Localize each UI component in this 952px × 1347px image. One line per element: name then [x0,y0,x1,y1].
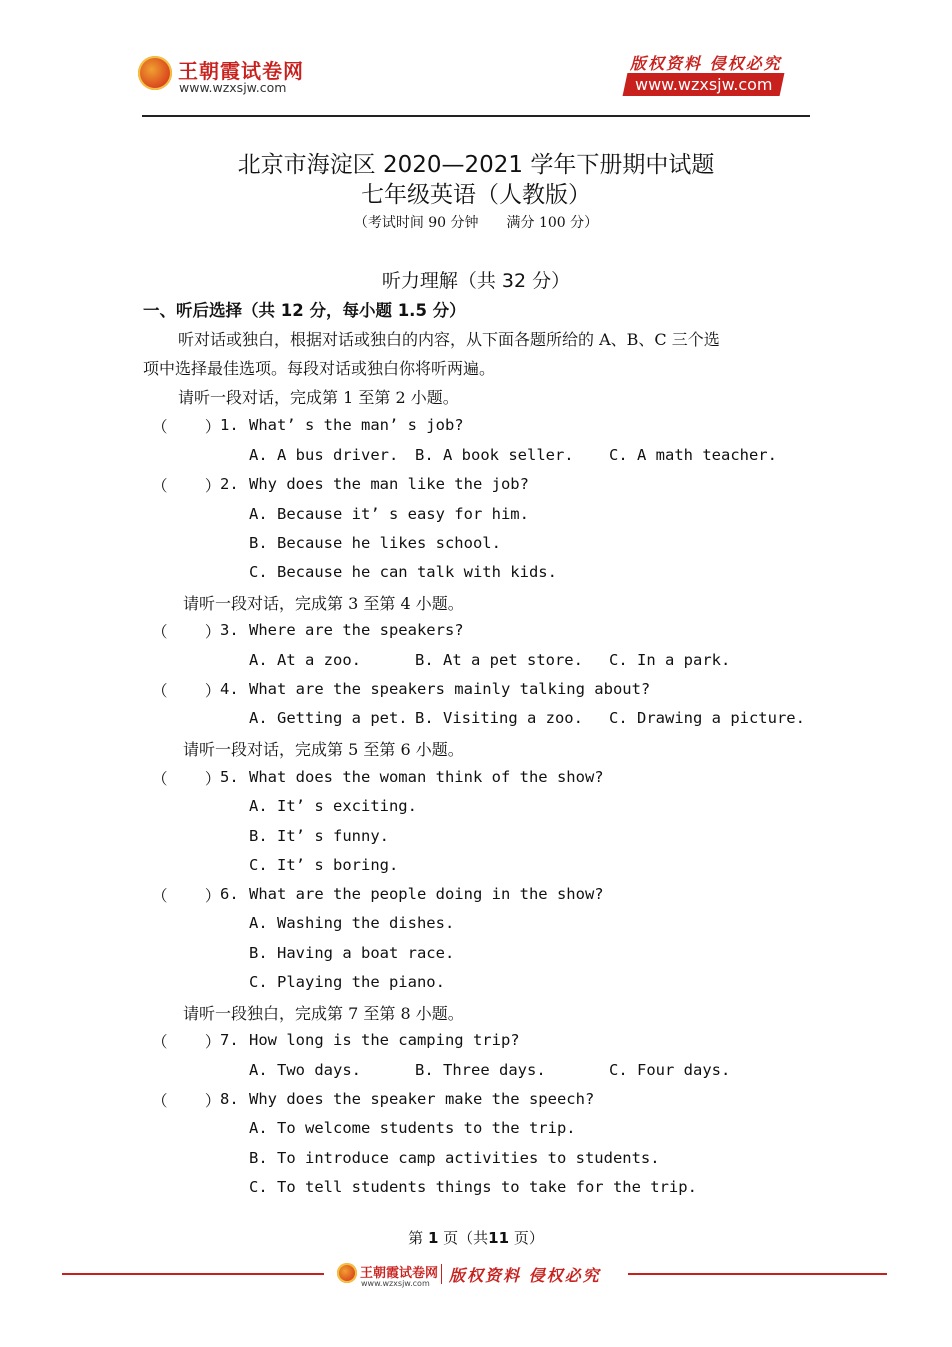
header-rights: 版权资料 侵权必究 [630,54,782,73]
group-instruction: 请听一段对话，完成第 5 至第 6 小题。 [183,740,464,759]
question-number: 2. [220,475,239,493]
question-number: 3. [220,621,239,639]
page-subtitle: 七年级英语（人教版） [361,182,591,208]
footer-line-left [62,1273,324,1275]
option: C. In a park. [609,651,731,669]
question-text: How long is the camping trip? [249,1031,520,1049]
footer-brand-url: www.wzxsjw.com [361,1279,430,1288]
option: C. Playing the piano. [249,973,445,991]
option: C. It’ s boring. [249,856,399,874]
option: A. Getting a pet. [249,709,408,727]
option: B. Because he likes school. [249,534,501,552]
question-number: 5. [220,768,239,786]
question-number: 6. [220,885,239,903]
option: B. Having a boat race. [249,944,455,962]
question-text: What are the speakers mainly talking about? [249,680,651,698]
question-number: 1. [220,416,239,434]
question-text: Why does the speaker make the speech? [249,1090,595,1108]
group-instruction: 请听一段独白，完成第 7 至第 8 小题。 [183,1004,464,1023]
option: C. To tell students things to take for the trip. [249,1178,697,1196]
footer-rights: 版权资料 侵权必究 [449,1266,601,1285]
question-text: What does the woman think of the show? [249,768,604,786]
answer-blank[interactable]: （ ） [152,418,221,436]
option: B. To introduce camp activities to students. [249,1149,660,1167]
option: B. It’ s funny. [249,827,389,845]
section-title: 听力理解（共 32 分） [381,270,571,292]
question-text: Why does the man like the job? [249,475,529,493]
option: C. A math teacher. [609,446,777,464]
footer-brand-name: 王朝霞试卷网 [360,1266,439,1281]
option: A. Two days. [249,1061,361,1079]
option: B. At a pet store. [415,651,583,669]
page-title: 北京市海淀区 2020—2021 学年下册期中试题 [237,152,715,178]
group-instruction: 请听一段对话，完成第 3 至第 4 小题。 [183,594,464,613]
page-number: 第 1 页（共11 页） [408,1229,544,1247]
answer-blank[interactable]: （ ） [152,623,221,641]
part-title: 一、听后选择（共 12 分，每小题 1.5 分） [143,301,466,320]
footer-divider [441,1264,442,1284]
answer-blank[interactable]: （ ） [152,1092,221,1110]
option: A. At a zoo. [249,651,361,669]
option: A. It’ s exciting. [249,797,417,815]
answer-blank[interactable]: （ ） [152,770,221,788]
group-instruction: 请听一段对话，完成第 1 至第 2 小题。 [178,388,459,407]
option: A. A bus driver. [249,446,399,464]
footer-logo-icon [337,1263,357,1283]
option: C. Four days. [609,1061,731,1079]
question-text: Where are the speakers? [249,621,464,639]
question-number: 4. [220,680,239,698]
option: B. Three days. [415,1061,546,1079]
question-text: What’ s the man’ s job? [249,416,464,434]
answer-blank[interactable]: （ ） [152,477,221,495]
option: C. Because he can talk with kids. [249,563,557,581]
brand-url: www.wzxsjw.com [179,80,287,95]
header-url-bar: www.wzxsjw.com [623,73,785,96]
question-number: 7. [220,1031,239,1049]
answer-blank[interactable]: （ ） [152,682,221,700]
answer-blank[interactable]: （ ） [152,887,221,905]
header-rule [142,115,810,117]
option: A. To welcome students to the trip. [249,1119,576,1137]
option: A. Washing the dishes. [249,914,455,932]
option: B. A book seller. [415,446,574,464]
option: A. Because it’ s easy for him. [249,505,529,523]
answer-blank[interactable]: （ ） [152,1033,221,1051]
exam-info: （考试时间 90 分钟 满分 100 分） [353,215,599,231]
option: C. Drawing a picture. [609,709,805,727]
instructions-line: 听对话或独白，根据对话或独白的内容，从下面各题所给的 A、B、C 三个选 [178,330,720,349]
option: B. Visiting a zoo. [415,709,583,727]
instructions-line: 项中选择最佳选项。每段对话或独白你将听两遍。 [143,359,496,378]
brand-name: 王朝霞试卷网 [178,59,304,83]
question-number: 8. [220,1090,239,1108]
footer-line-right [628,1273,887,1275]
question-text: What are the people doing in the show? [249,885,604,903]
brand-logo-icon [138,56,172,90]
